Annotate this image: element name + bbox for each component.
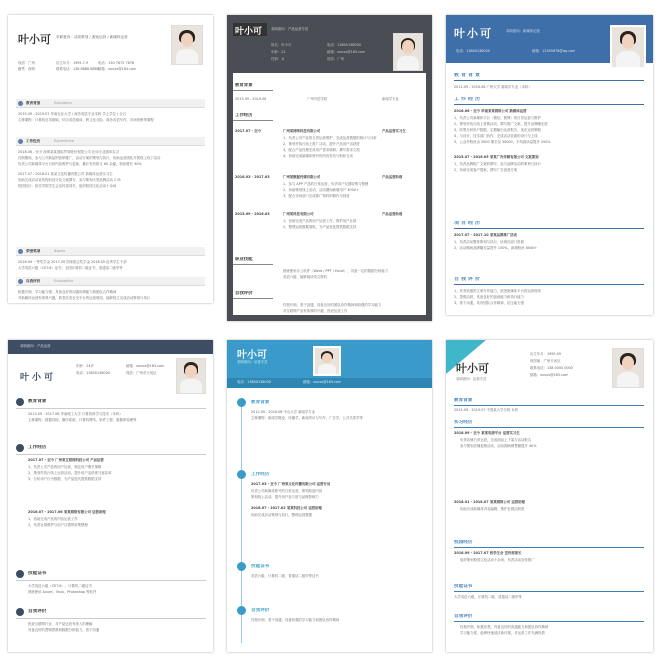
job-intention: 求职意向：运营专员: [237, 360, 268, 364]
divider: [454, 284, 644, 285]
info-item: 邮箱：xxxxx@163.com: [327, 50, 366, 54]
info-item: 邮箱：xxxxx@163.com: [303, 380, 342, 384]
section-title: 教育背景: [251, 400, 270, 405]
text-line: 主修课程：新闻学概论、传播学、新闻采访与写作、广告学、公共关系学等: [251, 416, 363, 420]
info-item: 性别：女: [271, 57, 285, 61]
section-icon: [16, 398, 24, 406]
job-intention: 求职意向：活动策划 / 游戏运营 / 新媒体运营: [56, 35, 128, 39]
job-date: 2015.09 - 2016.03: [235, 212, 270, 216]
text-line: 2017.07 - 2018.01 某某文化传播有限公司 新媒体运营实习生: [18, 172, 113, 176]
section-header-education: [16, 99, 205, 108]
text-line: 协助完成活动策划与执行，整理运营数据: [251, 513, 313, 517]
text-line: 英语六级、计算机二级、普通话二级甲等证书: [251, 574, 319, 578]
text-line: 1、负责公司产品的用户运营，制定用户增长策略: [28, 465, 102, 469]
section-title: 工作经历: [454, 97, 483, 102]
text-line: 性格开朗，积极乐观，具备良好的沟通能力和团队协作精神: [460, 625, 549, 629]
divider: [454, 621, 644, 622]
text-line: 2、策划并执行线上营销活动，撰写推广文案，提升品牌曝光度: [454, 122, 548, 126]
text-line: 对新媒体运营有浓厚兴趣，熟悉各类社交平台的运营规则，能够独立完成活动策划与执行: [18, 296, 151, 300]
text-line: 参与策划店铺促销活动，活动期间销售额提升 40%: [460, 444, 537, 448]
section-label-skills: 职业技能: [233, 255, 273, 265]
section-title: 教育背景: [454, 73, 483, 78]
divider: [454, 405, 644, 406]
resume-name: 叶小可: [454, 27, 493, 40]
text-line: 大学英语六级、计算机二级、普通话二级甲等: [454, 595, 522, 599]
text-line: 2016.09 一等奖学金 2017.09 国家励志奖学金 2018.05 优秀学生干部: [18, 260, 127, 264]
section-title: 教育背景: [26, 101, 41, 105]
text-line: 2、活动期间品牌曝光量提升 150%，新增粉丝 8000+: [454, 246, 538, 250]
text-line: 5、公众号粉丝由 5000 增长至 30000，平均阅读量提升 200%: [454, 140, 551, 144]
edu-school: 广州外语学院: [307, 97, 328, 101]
info-item: 现居：广州: [18, 61, 35, 65]
section-title: 工作经历: [28, 445, 47, 450]
section-title: 教育背景: [454, 398, 473, 403]
section-title: 自我评价: [454, 277, 483, 282]
job-intention: 求职意向：产品运营专员: [271, 27, 309, 31]
section-title: 自我评价: [454, 614, 473, 619]
text-line: 性格开朗，善于沟通，具备较强的学习能力和团队协作精神: [251, 618, 340, 622]
text-line: 2016.06 - 至今 华南某某网络公司 新媒体运营: [454, 109, 527, 113]
edu-date: 2015.09 - 2019.06: [235, 97, 267, 101]
resume-card-4[interactable]: [8, 340, 213, 652]
text-line: 2018.09 - 至今 某某电商平台 运营实习生: [454, 431, 520, 435]
info-item: 邮箱：xxxxx@163.com: [530, 373, 569, 377]
resume-name: 叶小可: [237, 350, 267, 361]
text-line: 主修课程：计算机应用基础、综合英语阅读、跨文化交际、商务英语写作、市场营销等课程: [18, 118, 154, 122]
resume-name: 叶小可: [456, 362, 489, 375]
text-line: 1、协助完成产品的用户运营工作，维护用户社群: [283, 219, 357, 223]
section-icon: [16, 570, 24, 578]
job-intention: 求职意向：新媒体运营: [506, 29, 540, 33]
resume-card-5[interactable]: [227, 340, 432, 652]
text-line: 对互联网产品有浓厚的兴趣，热爱运营工作: [283, 309, 348, 313]
info-item: 电话：150 7675 7678: [98, 61, 135, 65]
section-header-evaluation: [16, 277, 205, 286]
text-line: 学习能力强，能够快速适应新环境，对运营工作充满热情: [460, 631, 545, 635]
section-title: 项目经历: [454, 221, 483, 226]
text-line: 性格开朗，善于沟通，具备良好的团队协作精神和较强的学习能力: [283, 303, 382, 307]
divider: [454, 104, 644, 105]
info-item: 电话：13800138000: [456, 49, 490, 53]
text-line: 2015.09 - 2019.07 华南农业大学 / 商务英语专业本科 学士学位 / 全日: [18, 112, 126, 116]
text-line: 英语六级，能够阅读英文资料: [283, 275, 328, 279]
section-header-experience: [16, 137, 205, 146]
resume-name: 叶小可: [18, 33, 51, 46]
section-title-en: Award: [54, 249, 66, 253]
info-item: 籍贯：深圳: [18, 67, 35, 71]
text-line: 2018.01 - 2018.07 某某网络公司 运营助理: [454, 500, 525, 504]
text-line: 1、负责品牌推广文案的撰写，参与品牌活动的策划与执行: [454, 162, 541, 166]
divider: [454, 427, 644, 428]
section-icon: [18, 279, 23, 284]
text-line: 2、协助完成客户提案，撰写广告创意方案: [454, 168, 518, 172]
job-date: 2016.03 - 2017.03: [235, 175, 270, 179]
divider: [454, 591, 644, 592]
divider: [16, 454, 206, 455]
text-line: 大学英语六级（CET-6）证书、全国计算机二级证书、普通话二级甲等: [18, 266, 123, 270]
text-line: 在职期间，参与公司新品的营销推广、活动方案的策划与执行，协助运营团队开展线上线下活动: [18, 156, 161, 160]
info-item: 现居：广州: [327, 57, 344, 61]
info-item: 电话：13800138000: [237, 380, 271, 384]
resume-card-3[interactable]: [446, 15, 653, 315]
text-line: 1、负责公司产品的日常运营维护，完成运营数据的统计与分析: [283, 136, 377, 140]
text-line: 2015.07 - 2016.05 某某广告传媒有限公司 文案策划: [454, 155, 539, 159]
divider: [454, 547, 644, 548]
divider: [16, 618, 206, 619]
section-title-en: Education: [54, 101, 72, 105]
section-title: 工作经历: [26, 139, 41, 143]
info-item: 现居地：广州天河区: [530, 359, 561, 363]
profile-photo: [171, 25, 203, 65]
text-line: 2018.06 - 至今 深圳某某国际贸易股份有限公司 在读专业跟单实习: [18, 150, 119, 154]
text-line: 主修课程：数据结构、操作系统、计算机网络、软件工程、数据库原理等: [28, 418, 137, 422]
section-icon: [16, 444, 24, 452]
info-item: 邮箱：xxxxx@163.com: [126, 364, 165, 368]
section-icon: [18, 249, 23, 254]
section-title: 自我评价: [28, 609, 47, 614]
resume-card-6[interactable]: [446, 340, 653, 652]
text-line: 2012.09 - 2016.06 广州大学 新闻学专业（本科）: [454, 85, 532, 89]
job-role: 产品运营助理: [382, 212, 403, 216]
text-line: 2、策划并执行线上运营活动，提升用户活跃度与留存率: [28, 471, 112, 475]
section-icon: [18, 101, 23, 106]
section-title: 自我评价: [26, 279, 41, 283]
text-line: 积极开朗，学习能力强，具备良好的沟通协调能力和团队合作精神: [18, 290, 117, 294]
text-line: 2013.09 - 2017.06 华南理工大学 计算机科学与技术（本科）: [28, 412, 123, 416]
section-icon: [237, 398, 246, 407]
text-line: 4、协助完成新媒体账号的内容发布与粉丝互动: [283, 154, 353, 158]
info-item: 现居：广州市天河区: [126, 371, 157, 375]
text-line: 3、配合产品经理完成用户需求调研，撰写需求文档: [283, 148, 360, 152]
section-label-evaluation: 自我评价: [233, 289, 273, 299]
text-line: 策划线上活动，提升用户参与度与品牌影响力: [251, 495, 319, 499]
section-icon: [16, 608, 24, 616]
text-line: 负责公司新媒体平台日常内容维护与更新，累计发布推文 60 余篇，粉丝增长 30%: [18, 162, 142, 166]
section-title: 自我评价: [251, 608, 270, 613]
text-line: 负责店铺日常运营，完成商品上下架与活动报名: [460, 438, 532, 442]
text-line: 2、思维活跃，具备良好的创意能力和执行能力: [454, 295, 524, 299]
text-line: 2、整理运营数据周报，为产品优化提供数据支持: [283, 225, 357, 229]
text-line: 2017.07 - 2017.10 某某品牌推广活动: [454, 233, 517, 237]
info-item: 年龄：22: [271, 50, 286, 54]
job-company: 广州某网络科技有限公司: [283, 129, 321, 133]
job-company: 广州某数据传媒有限公司: [283, 175, 321, 179]
edu-major: 新闻学专业: [382, 97, 399, 101]
text-line: 3、善于沟通，具有团队合作精神，抗压能力强: [454, 301, 524, 305]
text-line: 1、具有较强的文案写作能力，熟悉新媒体平台的运营规则: [454, 289, 541, 293]
text-line: 2016.07 - 2017.06 某某网络有限公司 运营助理: [28, 510, 106, 514]
text-line: 2、负责社群维护与用户反馈的收集整理: [28, 523, 88, 527]
text-line: 2016.09 - 2017.07 校学生会 宣传部部长: [454, 551, 522, 555]
section-title: 校园经历: [454, 540, 473, 545]
text-line: 2、策划并执行线上推广活动，提升产品用户活跃度: [283, 142, 360, 146]
divider: [454, 80, 644, 81]
job-date: 2017.07 - 至今: [235, 129, 261, 133]
text-line: 2012.09 - 2016.06 中山大学 新闻学专业: [251, 410, 316, 414]
profile-photo: [610, 25, 646, 69]
text-line: 热爱互联网行业，对产品运营有深入的理解: [28, 622, 93, 626]
text-line: 2、协助策划线上活动，活动期间新增用户 3000+: [283, 188, 359, 192]
text-line: 2017.07 - 至今 广州某互联网科技公司 产品运营: [28, 458, 104, 462]
text-line: 大学英语六级（CET-6）、计算机二级证书: [28, 584, 92, 588]
section-icon: [237, 606, 246, 615]
text-line: 1、负责公司新媒体平台（微信、微博）的日常运营与维护: [454, 116, 541, 120]
section-title: 技能证书: [454, 584, 473, 589]
text-line: 3、配合市场部门完成推广物料的制作与投放: [283, 194, 350, 198]
job-intention: 求职意向：运营专员: [456, 377, 487, 381]
divider: [16, 408, 206, 409]
info-item: 电话：13800138000: [76, 371, 110, 375]
job-role: 产品运营助理: [382, 175, 403, 179]
section-icon: [18, 139, 23, 144]
job-company: 广州某科技有限公司: [283, 212, 314, 216]
text-line: 具备良好的逻辑思维和数据分析能力，善于沟通: [28, 628, 100, 632]
section-title: 工作经历: [251, 472, 270, 477]
profile-photo: [612, 348, 644, 388]
text-line: 熟练使用办公软件（Word / PPT / Excel），具备一定的数据分析能力: [283, 269, 389, 273]
info-item: 邮箱：12345678@qq.com: [532, 49, 576, 53]
section-label-work: 工作经历: [233, 111, 273, 121]
text-line: 协助完成活动宣传物料设计及文案撰写，参与策划大型品牌活动 2 场: [18, 178, 121, 182]
section-title: 荣誉奖项: [26, 249, 41, 253]
resume-name: 叶小可: [235, 27, 263, 37]
info-item: 出生年月：1995.7.9: [56, 61, 89, 65]
divider: [16, 580, 206, 581]
section-header-award: [16, 247, 205, 256]
text-line: 1、负责活动整体策划与执行，协调各部门资源: [454, 240, 524, 244]
job-role: 产品运营实习生: [382, 129, 406, 133]
text-line: 3、收集分析用户数据，定期输出运营报告，优化运营策略: [454, 128, 541, 132]
resume-name: 叶小可: [20, 373, 57, 383]
profile-photo: [176, 358, 206, 394]
info-item: 出生年月：1995.09: [530, 352, 561, 356]
text-line: 负责公司新媒体账号的日常运营，策划原创内容: [251, 489, 323, 493]
profile-photo: [313, 346, 341, 376]
text-line: 校园经历：担任学院学生会宣传部部长，组织校园文化活动十余场: [18, 184, 117, 188]
text-line: 2016.07 - 2017.02 某某科技公司 运营助理: [251, 506, 322, 510]
info-item: 联系电话：138 0000 0000: [530, 366, 573, 370]
section-icon: [237, 470, 246, 479]
info-item: 电话：13800138000: [327, 43, 361, 47]
section-title-en: Experience: [54, 139, 75, 143]
section-label-education: 教育背景: [233, 81, 273, 91]
section-title-en: Evaluation: [54, 279, 73, 283]
section-title: 实习经历: [454, 420, 473, 425]
text-line: 协助完成新媒体内容编辑，维护社群活跃度: [460, 507, 525, 511]
info-item: 姓名：叶小可: [271, 43, 292, 47]
info-item: 年龄：24岁: [76, 364, 94, 368]
section-title: 教育背景: [28, 399, 47, 404]
section-icon: [237, 562, 246, 571]
text-line: 2015.09 - 2019.07 中国某大学分校 本科: [454, 408, 519, 412]
text-line: 2017.03 - 至今 广州某文化传播有限公司 运营专员: [251, 482, 331, 486]
job-intention: 求职意向：产品运营: [20, 344, 51, 348]
divider: [454, 228, 644, 229]
section-title: 技能证书: [28, 571, 47, 576]
text-line: 熟练使用 Axure、Visio、Photoshop 等软件: [28, 590, 97, 594]
text-line: 1、参与 APP 产品的日常运营，负责用户反馈收集与整理: [283, 182, 369, 186]
text-line: 4、与设计、技术部门协作，完成活动页面的设计与上线: [454, 134, 538, 138]
text-line: 3、分析用户行为数据，为产品迭代提供数据支持: [28, 477, 102, 481]
text-line: 组织策划校园文化活动十余场，负责活动宣传推广: [460, 558, 535, 562]
text-line: 1、协助完成产品的内容运营工作: [28, 517, 78, 521]
resume-card-1[interactable]: [8, 15, 213, 303]
profile-photo: [393, 33, 423, 71]
info-item: 邮箱：xxxxx@163.com: [98, 67, 137, 71]
info-item: 联系电话：138 8888 8888: [56, 67, 99, 71]
section-title: 技能证书: [251, 564, 270, 569]
resume-card-2[interactable]: [227, 15, 432, 321]
